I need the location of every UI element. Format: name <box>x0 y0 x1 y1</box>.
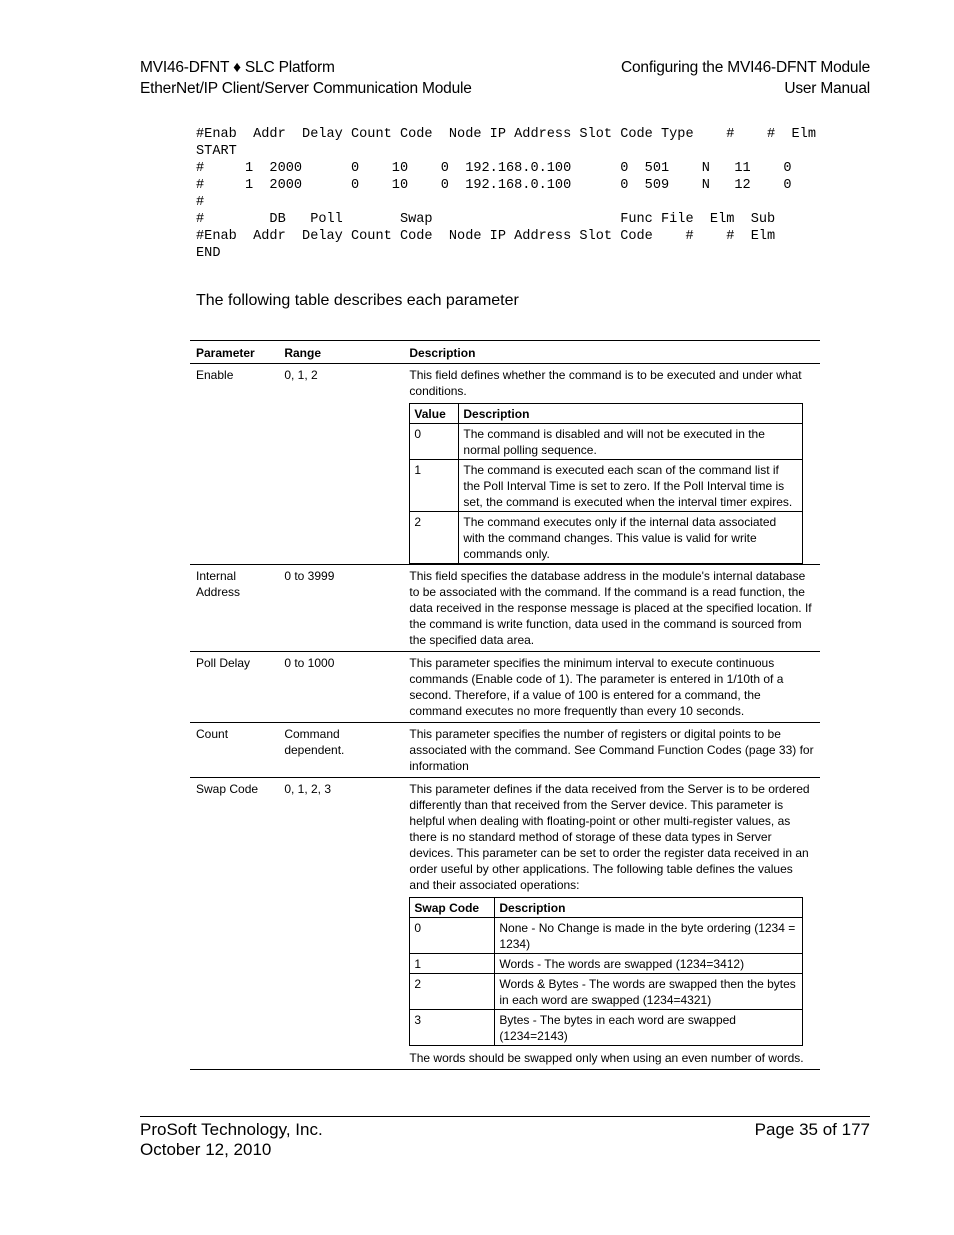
sub-row <box>410 974 803 1010</box>
sub-header-row <box>410 404 803 424</box>
sub-description: The command is disabled and will not be executed in the normal polling sequence. <box>459 424 803 460</box>
footer-divider <box>140 1116 870 1117</box>
header-product: MVI46-DFNT ♦ SLC Platform <box>140 59 335 76</box>
header-subtitle: EtherNet/IP Client/Server Communication Module <box>140 80 472 97</box>
sub-row <box>410 954 803 974</box>
table-header-row <box>190 341 820 364</box>
sub-row <box>410 1010 803 1046</box>
table-row <box>190 723 820 778</box>
param-name: Swap Code <box>196 782 259 796</box>
footer-page-number: Page 35 of 177 <box>754 1120 870 1139</box>
param-description: This field specifies the database address in the module's internal database to be associated with the command. If the command is a read function, the data received in the response message is placed at the specified location. If the command is write function, data used in the command is sourced from the specified data area. <box>409 569 812 647</box>
table-row <box>190 364 820 565</box>
sub-row <box>410 460 803 512</box>
param-description-cell <box>403 778 820 1070</box>
footer-left <box>140 1120 323 1160</box>
sub-value: 1 <box>410 954 495 974</box>
swap-note: The words should be swapped only when using an even number of words. <box>409 1051 804 1065</box>
sub-col-header-swap-code: Swap Code <box>410 898 495 918</box>
footer-date: October 12, 2010 <box>140 1140 272 1159</box>
param-name-line: Address <box>196 585 241 599</box>
sub-description: The command is executed each scan of the command list if the Poll Interval Time is set to zero. If the Poll Interval time is set, the command is executed when the interval timer expires. <box>459 460 803 512</box>
param-name <box>190 565 278 652</box>
sub-description: Words & Bytes - The words are swapped then the bytes in each word are swapped (1234=4321) <box>495 974 803 1010</box>
sub-value: 3 <box>410 1010 495 1046</box>
table-row <box>190 778 820 1070</box>
param-name-line: Internal <box>196 569 237 583</box>
code-line: # 1 2000 0 10 0 192.168.0.100 0 501 N 11 0 <box>196 161 792 176</box>
param-range: 0, 1, 2 <box>284 368 318 382</box>
header-right <box>621 57 870 99</box>
param-name: Poll Delay <box>196 656 251 670</box>
header-left <box>140 57 472 99</box>
table-row <box>190 652 820 723</box>
sub-row <box>410 424 803 460</box>
enable-values-table <box>409 403 803 564</box>
sub-header-row <box>410 898 803 918</box>
param-name: Count <box>196 727 229 741</box>
param-name: Enable <box>196 368 234 382</box>
table-intro: The following table describes each parameter <box>196 292 519 309</box>
param-range: 0 to 3999 <box>284 569 335 583</box>
parameter-table <box>190 340 820 1070</box>
code-line: START <box>196 144 237 159</box>
table-row <box>190 565 820 652</box>
code-line: #Enab Addr Delay Count Code Node IP Address Slot Code # # Elm <box>196 229 776 244</box>
param-range: 0, 1, 2, 3 <box>284 782 332 796</box>
sub-description: None - No Change is made in the byte ordering (1234 = 1234) <box>495 918 803 954</box>
code-line: # 1 2000 0 10 0 192.168.0.100 0 509 N 12 0 <box>196 178 792 193</box>
sub-col-header-description: Description <box>495 898 803 918</box>
col-header-range: Range <box>278 341 403 364</box>
param-description-cell <box>403 364 820 565</box>
footer-company: ProSoft Technology, Inc. <box>140 1120 323 1139</box>
sub-value: 0 <box>410 424 459 460</box>
col-header-parameter: Parameter <box>190 341 278 364</box>
header-section: Configuring the MVI46-DFNT Module <box>621 59 870 76</box>
col-header-description: Description <box>403 341 820 364</box>
param-description: This parameter specifies the number of registers or digital points to be associated with the command. See Command Function Codes (page 33) for information <box>409 727 814 773</box>
sub-value: 1 <box>410 460 459 512</box>
swap-code-table <box>409 897 803 1046</box>
code-line: # <box>196 195 205 210</box>
code-line: #Enab Addr Delay Count Code Node IP Address Slot Code Type # # Elm <box>196 127 816 142</box>
param-range: Command dependent. <box>284 727 345 757</box>
sub-value: 2 <box>410 974 495 1010</box>
sub-description: The command executes only if the internal data associated with the command changes. This value is valid for write commands only. <box>459 512 803 564</box>
sub-row <box>410 918 803 954</box>
param-description: This parameter specifies the minimum interval to execute continuous commands (Enable code of 1). The parameter is entered in 1/10th of a second. Therefore, if a value of 100 is entered for a command, the command executes no more frequently than every 10 seconds. <box>409 656 784 718</box>
code-line: # DB Poll Swap Func File Elm Sub <box>196 212 776 227</box>
sub-row <box>410 512 803 564</box>
header-doc-type: User Manual <box>784 80 870 97</box>
sub-col-header-value: Value <box>410 404 459 424</box>
sub-value: 2 <box>410 512 459 564</box>
sub-value: 0 <box>410 918 495 954</box>
sub-col-header-description: Description <box>459 404 803 424</box>
sub-description: Bytes - The bytes in each word are swapped (1234=2143) <box>495 1010 803 1046</box>
param-description: This parameter defines if the data received from the Server is to be ordered differently than that received from the Server device. This parameter is helpful when dealing with floating-point or other multi-register values, as there is no standard method of storage of these data types in Server devices. This parameter can be set to order the register data received in an order useful by other applications. The following table defines the values and their associated operations: <box>409 782 810 892</box>
param-range: 0 to 1000 <box>284 656 335 670</box>
config-code-block <box>196 126 816 262</box>
code-line: END <box>196 246 221 261</box>
sub-description: Words - The words are swapped (1234=3412) <box>495 954 803 974</box>
param-description: This field defines whether the command is to be executed and under what conditions. <box>409 368 802 398</box>
